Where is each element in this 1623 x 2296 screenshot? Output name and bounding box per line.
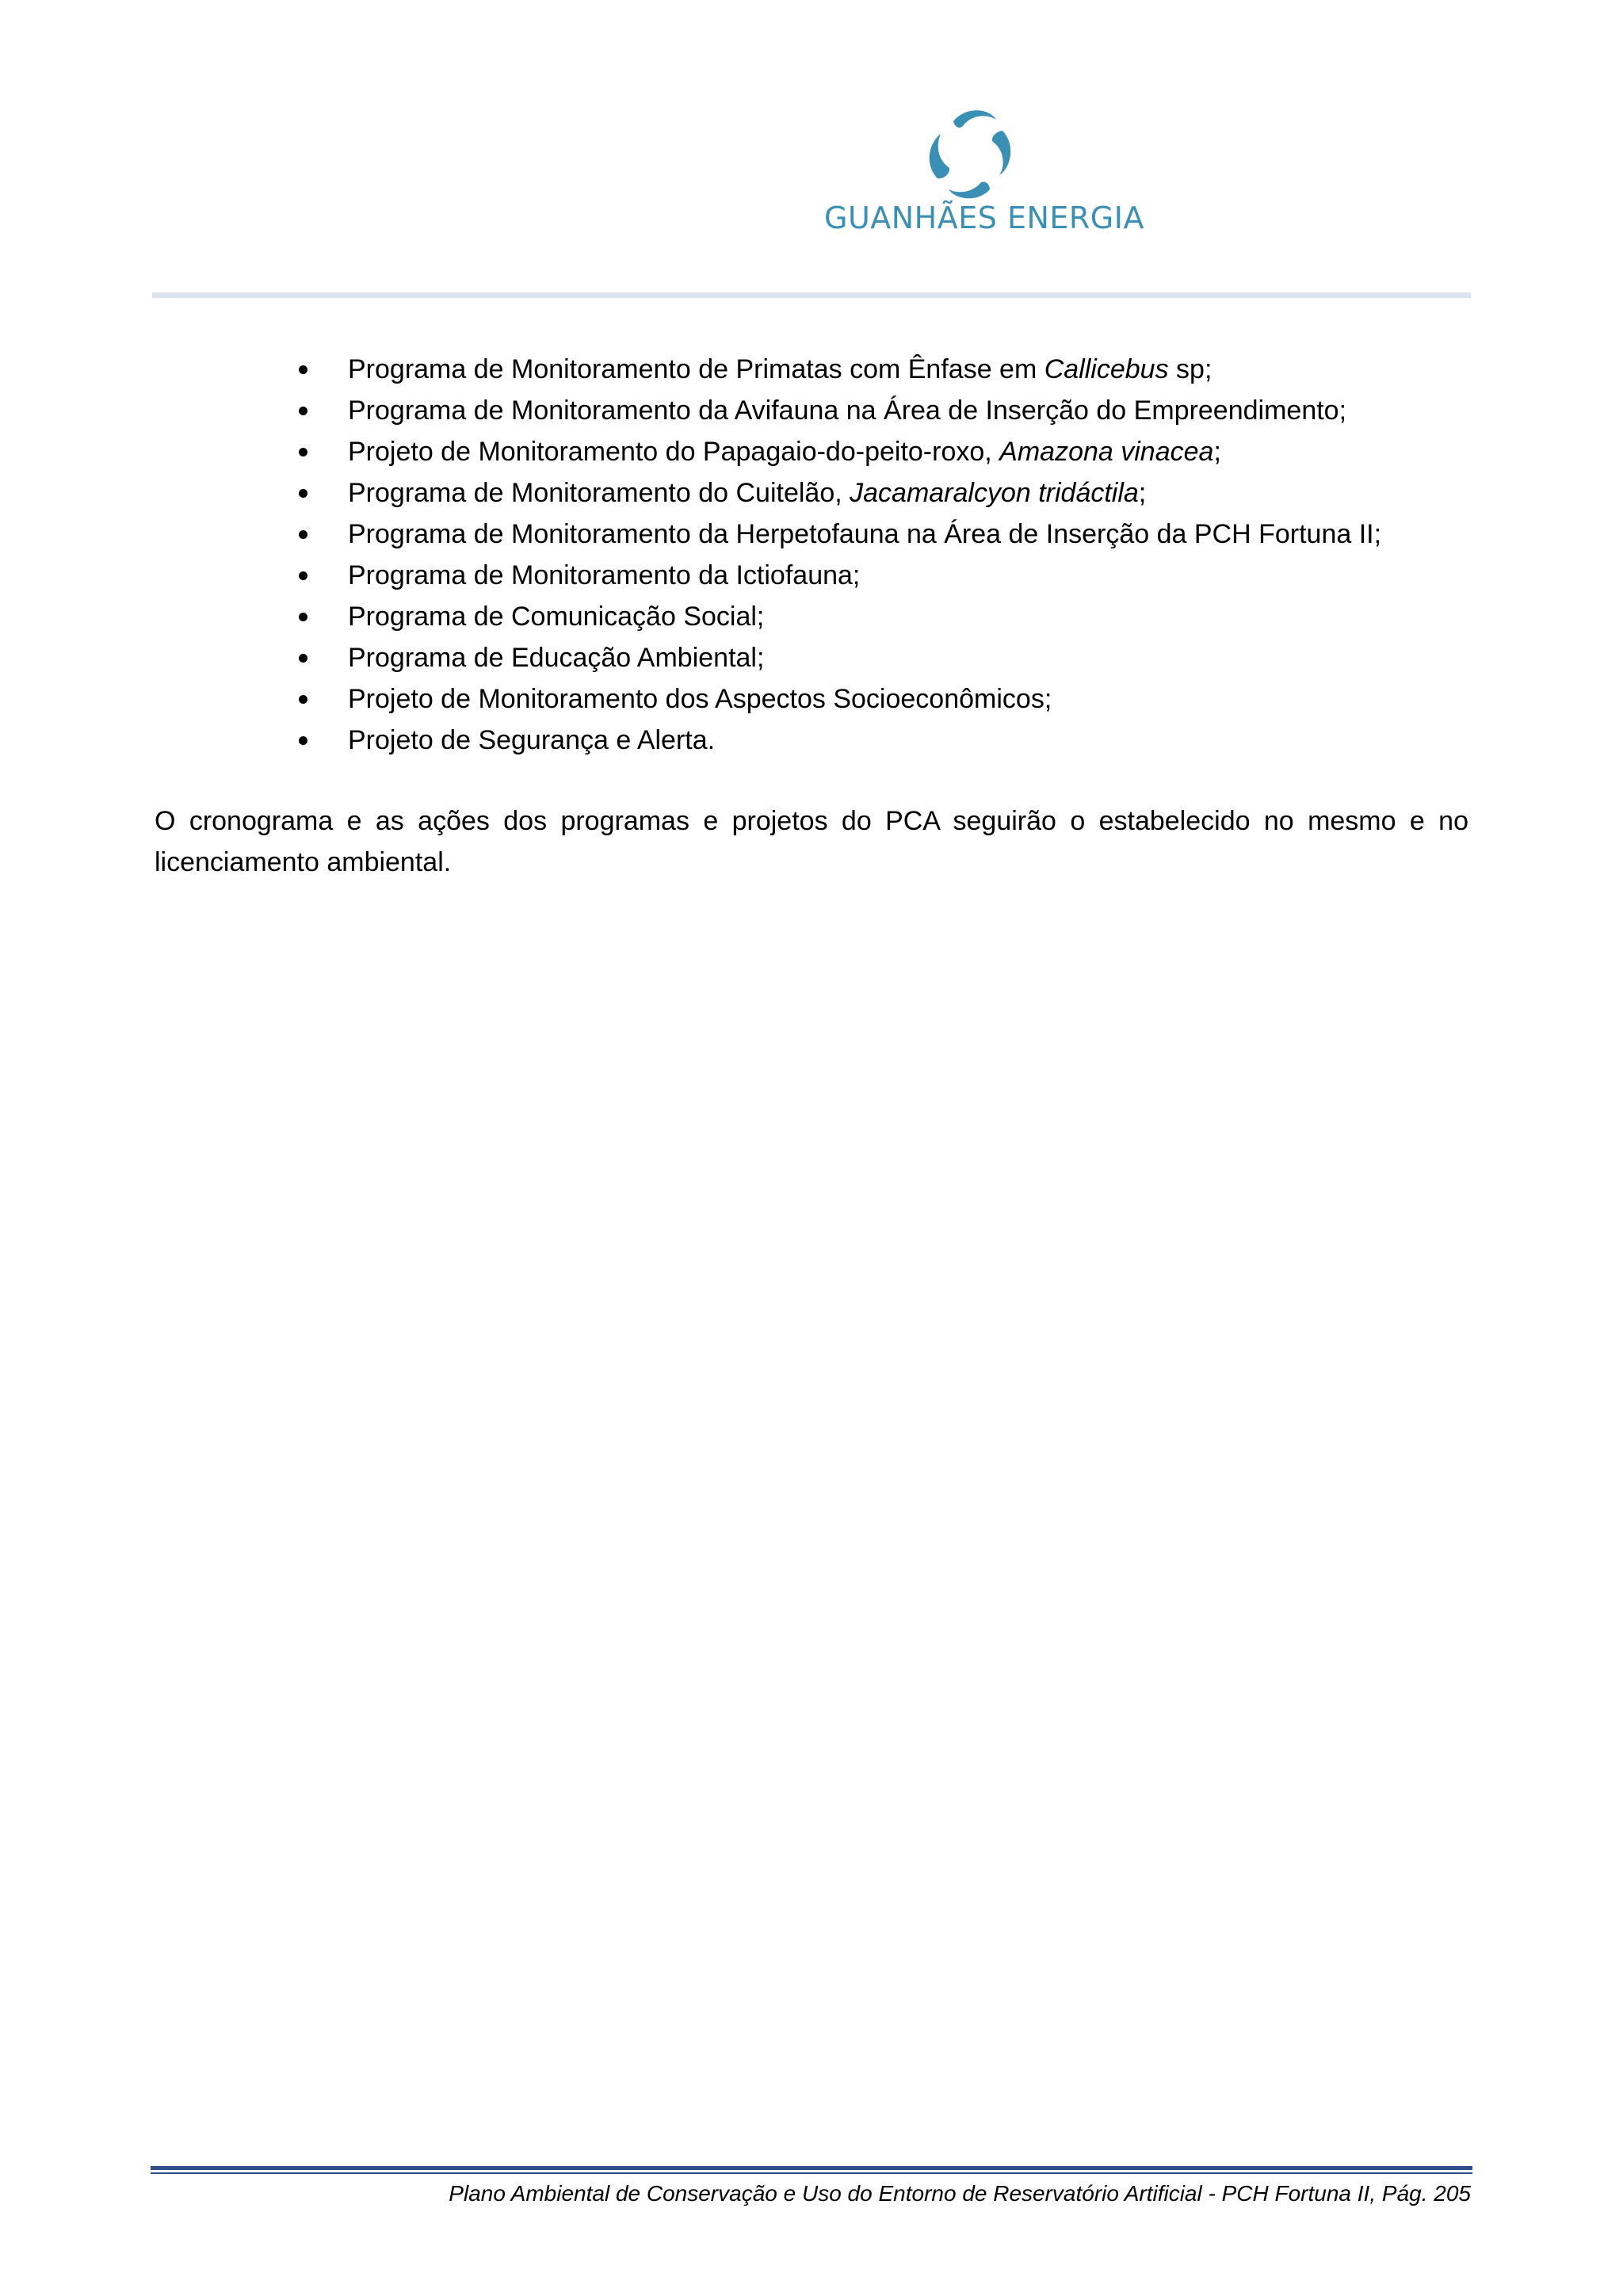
bullet-icon <box>299 613 307 621</box>
list-item <box>293 555 1482 596</box>
bullet-icon <box>299 489 307 498</box>
species-name: Jacamaralcyon tridáctila <box>850 478 1139 508</box>
list-item-suffix: sp; <box>1168 354 1212 384</box>
bullet-icon <box>299 448 307 457</box>
list-item-suffix: ; <box>1138 478 1147 508</box>
bullet-icon <box>299 530 307 539</box>
list-item <box>293 596 1482 637</box>
list-item-text: Programa de Monitoramento do Cuitelão, <box>348 478 850 508</box>
bullet-icon <box>299 736 307 745</box>
list-item <box>293 637 1482 678</box>
bullet-icon <box>299 695 307 704</box>
bullet-icon <box>299 654 307 663</box>
schedule-paragraph <box>155 800 1468 883</box>
footer-document-title: Plano Ambiental de Conservação e Uso do Entorno de Reservatório Artificial - PCH Fortuna II, Pág. 205 <box>449 2181 1471 2206</box>
list-item <box>293 349 1482 390</box>
list-item-text: Programa de Monitoramento de Primatas com Ênfase em <box>348 354 1044 384</box>
list-item <box>293 431 1482 472</box>
list-item <box>293 678 1482 720</box>
list-item-text: Projeto de Segurança e Alerta. <box>348 725 716 755</box>
logo-text: GUANHÃES ENERGIA <box>824 201 1144 235</box>
bullet-icon <box>299 407 307 415</box>
list-item <box>293 472 1482 514</box>
paragraph-line-2: licenciamento ambiental. <box>155 847 452 877</box>
list-item <box>293 514 1482 555</box>
list-item-suffix: ; <box>1213 437 1221 467</box>
footer-divider-thick <box>151 2166 1472 2170</box>
list-item <box>293 390 1482 431</box>
program-list <box>293 349 1482 761</box>
list-item-text: Programa de Educação Ambiental; <box>348 643 765 673</box>
species-name: Amazona vinacea <box>999 437 1214 467</box>
paragraph-line-1: O cronograma e as ações dos programas e projetos do PCA seguirão o estabelecido no mesmo e no <box>155 806 1468 836</box>
list-item <box>293 720 1482 761</box>
list-item-text: Programa de Monitoramento da Avifauna na Área de Inserção do Empreendimento; <box>348 395 1347 426</box>
list-item-text: Programa de Monitoramento da Herpetofauna na Área de Inserção da PCH Fortuna II; <box>348 519 1382 549</box>
footer-divider-thin <box>151 2172 1472 2174</box>
company-logo <box>808 107 1144 246</box>
guanhaes-energia-logo-icon <box>923 107 1018 202</box>
header-divider <box>152 292 1471 298</box>
list-item-text: Projeto de Monitoramento do Papagaio-do-peito-roxo, <box>348 437 1000 467</box>
bullet-icon <box>299 571 307 580</box>
bullet-icon <box>299 365 307 374</box>
list-item-text: Programa de Monitoramento da Ictiofauna; <box>348 560 861 590</box>
list-item-text: Programa de Comunicação Social; <box>348 602 765 632</box>
species-name: Callicebus <box>1044 354 1169 384</box>
list-item-text: Projeto de Monitoramento dos Aspectos Socioeconômicos; <box>348 684 1052 714</box>
